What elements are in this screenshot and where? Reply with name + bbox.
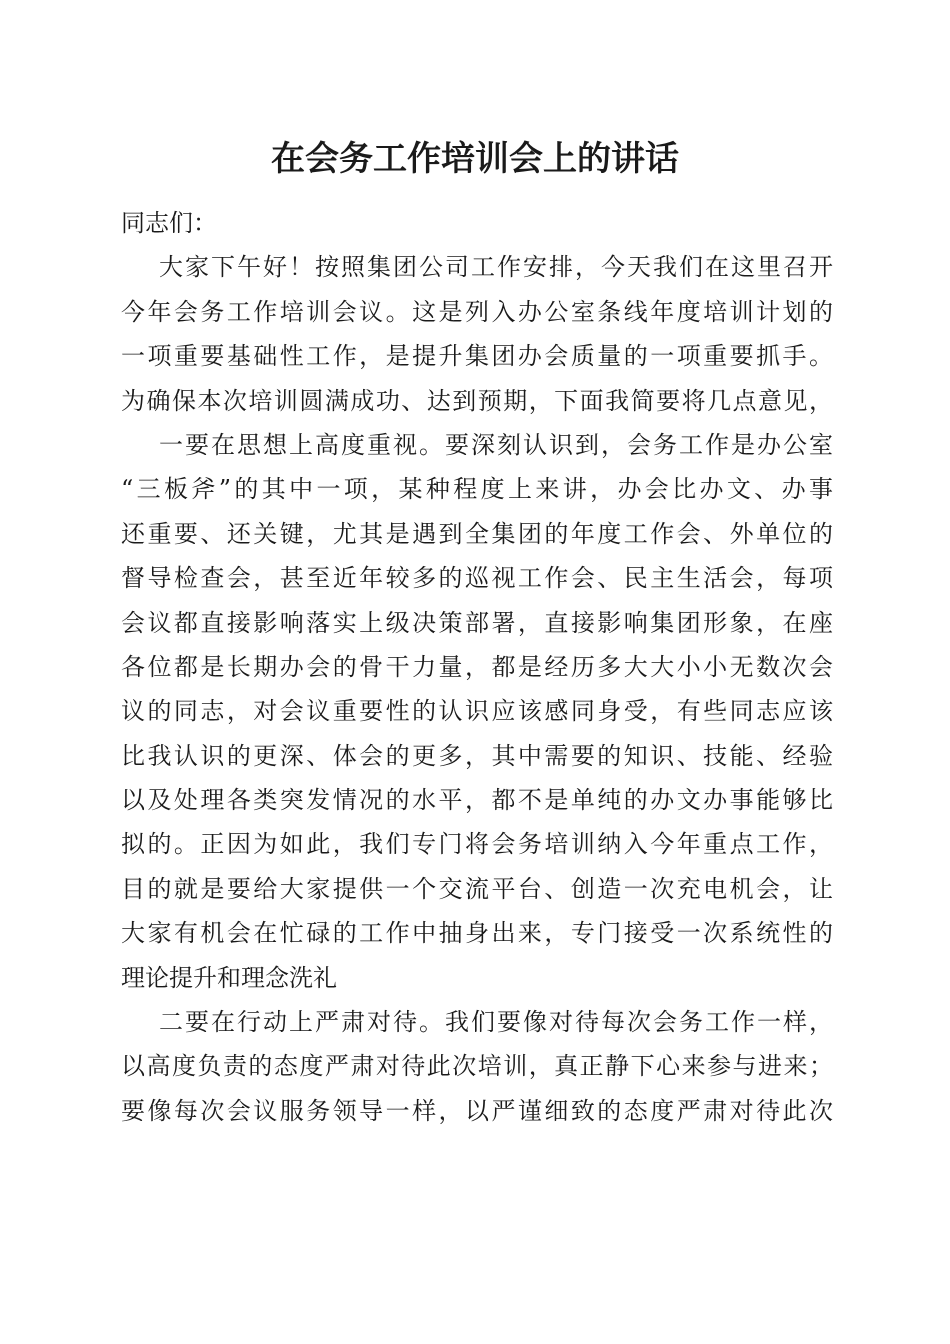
- text-line: 理论提升和理念洗礼: [121, 963, 337, 992]
- text-line: 督导检查会，甚至近年较多的巡视工作会、民主生活会，每项: [121, 564, 833, 593]
- text-line: 拟的。正因为如此，我们专门将会务培训纳入今年重点工作，: [121, 830, 833, 859]
- document-body: [121, 201, 833, 1133]
- text-line: 以高度负责的态度严肃对待此次培训，真正静下心来参与进来；: [121, 1052, 833, 1081]
- text-line: 还重要、还关键，尤其是遇到全集团的年度工作会、外单位的: [121, 519, 833, 548]
- text-line: 各位都是长期办会的骨干力量，都是经历多大大小小无数次会: [121, 652, 833, 681]
- text-line: 为确保本次培训圆满成功、达到预期，下面我简要将几点意见，: [121, 386, 833, 415]
- text-line: 比我认识的更深、体会的更多，其中需要的知识、技能、经验: [121, 741, 833, 770]
- text-line: 议的同志，对会议重要性的认识应该感同身受，有些同志应该: [121, 697, 833, 726]
- text-line: 二要在行动上严肃对待。我们要像对待每次会务工作一样，: [159, 1008, 833, 1037]
- text-line: 一项重要基础性工作，是提升集团办会质量的一项重要抓手。: [121, 342, 833, 371]
- text-line: 大家有机会在忙碌的工作中抽身出来，专门接受一次系统性的: [121, 919, 833, 948]
- text-line: 会议都直接影响落实上级决策部署，直接影响集团形象，在座: [121, 608, 833, 637]
- text-line: 目的就是要给大家提供一个交流平台、创造一次充电机会，让: [121, 874, 833, 903]
- document-title: 在会务工作培训会上的讲话: [271, 139, 679, 179]
- text-line: 大家下午好！按照集团公司工作安排，今天我们在这里召开: [159, 253, 833, 282]
- text-line: 以及处理各类突发情况的水平，都不是单纯的办文办事能够比: [121, 786, 833, 815]
- text-line: 要像每次会议服务领导一样，以严谨细致的态度严肃对待此次: [121, 1096, 833, 1125]
- text-line: “三板斧”的其中一项，某种程度上来讲，办会比办文、办事: [121, 475, 833, 504]
- text-line: 今年会务工作培训会议。这是列入办公室条线年度培训计划的: [121, 297, 833, 326]
- text-line: 一要在思想上高度重视。要深刻认识到，会务工作是办公室: [159, 430, 833, 459]
- text-line: 同志们：: [121, 209, 217, 237]
